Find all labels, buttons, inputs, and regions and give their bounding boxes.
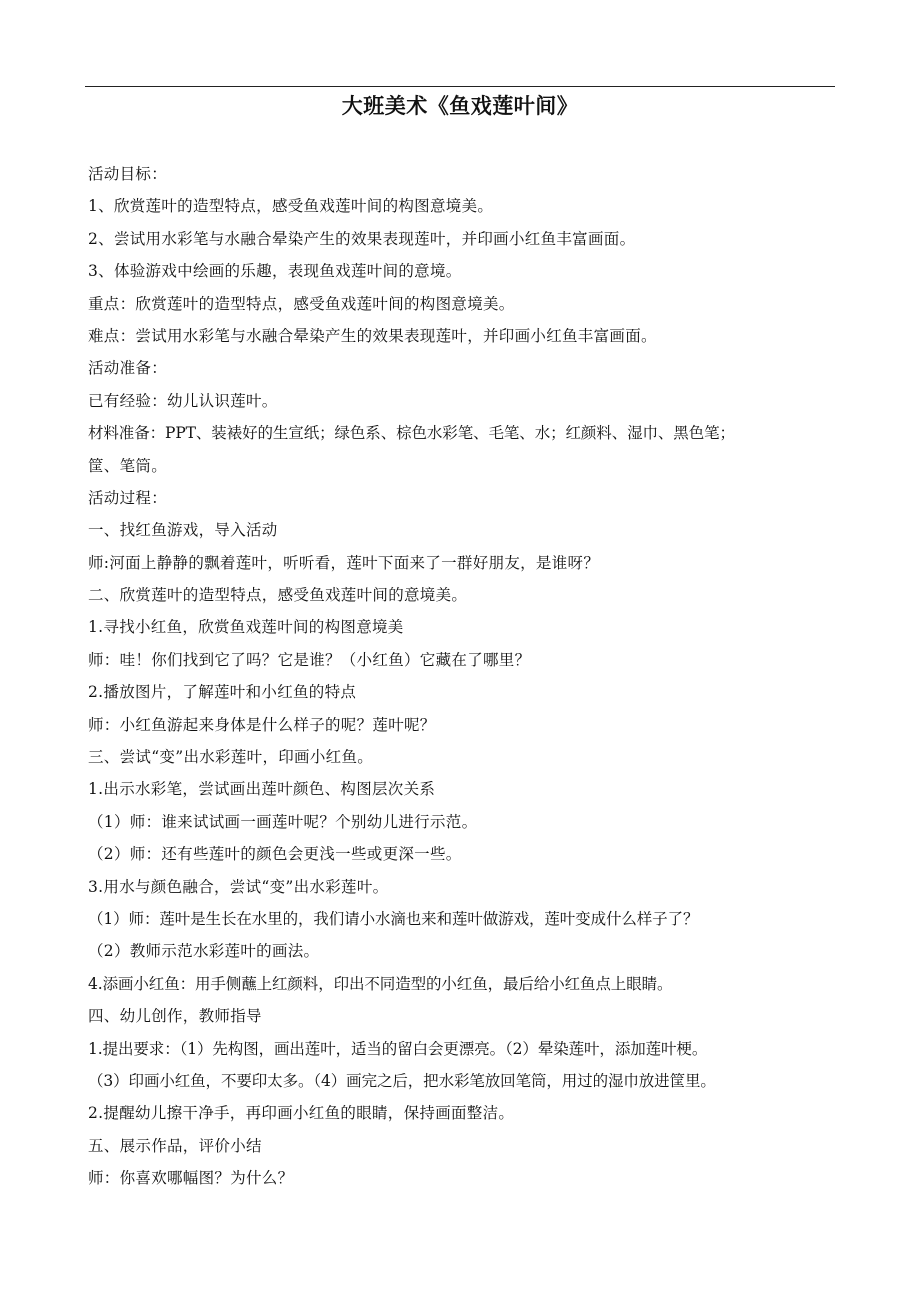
sub-step-item: （2）师：还有些莲叶的颜色会更浅一些或更深一些。 [88, 845, 462, 864]
teacher-line: 师：小红鱼游起来身体是什么样子的呢？莲叶呢？ [88, 715, 436, 734]
sub-step: 1.出示水彩笔，尝试画出莲叶颜色、构图层次关系 [88, 780, 436, 799]
sub-step: 2.提醒幼儿擦干净手，再印画小红鱼的眼睛，保持画面整洁。 [88, 1104, 515, 1123]
teacher-line: 师:河面上静静的飘着莲叶，听听看，莲叶下面来了一群好朋友，是谁呀？ [88, 553, 600, 572]
sub-step: 2.播放图片，了解莲叶和小红鱼的特点 [88, 683, 357, 702]
goal-item: 3、体验游戏中绘画的乐趣，表现鱼戏莲叶间的意境。 [88, 262, 462, 281]
sub-step-item: （1）师：谁来试试画一画莲叶呢？个别幼儿进行示范。 [88, 812, 478, 831]
document-title: 大班美术《鱼戏莲叶间》 [341, 94, 579, 118]
sub-step: 1.提出要求：（1）先构图，画出莲叶，适当的留白会更漂亮。（2）晕染莲叶，添加莲叶梗。 [88, 1039, 708, 1058]
step-heading: 五、展示作品，评价小结 [88, 1136, 262, 1155]
goal-item: 2、尝试用水彩笔与水融合晕染产生的效果表现莲叶，并印画小红鱼丰富画面。 [88, 229, 636, 248]
step-heading: 三、尝试“变”出水彩莲叶，印画小红鱼。 [88, 748, 374, 767]
step-heading: 一、找红鱼游戏，导入活动 [88, 521, 278, 540]
key-point: 重点：欣赏莲叶的造型特点，感受鱼戏莲叶间的构图意境美。 [88, 294, 515, 313]
step-heading: 二、欣赏莲叶的造型特点，感受鱼戏莲叶间的意境美。 [88, 586, 468, 605]
goal-item: 1、欣赏莲叶的造型特点，感受鱼戏莲叶间的构图意境美。 [88, 197, 494, 216]
document-body [88, 158, 840, 1195]
sub-step: 1.寻找小红鱼，欣赏鱼戏莲叶间的构图意境美 [88, 618, 404, 637]
experience-prep: 已有经验：幼儿认识莲叶。 [88, 391, 278, 410]
difficult-point: 难点：尝试用水彩笔与水融合晕染产生的效果表现莲叶，并印画小红鱼丰富画面。 [88, 326, 657, 345]
teacher-line: 师：你喜欢哪幅图？为什么？ [88, 1169, 294, 1188]
section-heading-process: 活动过程： [88, 488, 168, 507]
sub-step: 3.用水与颜色融合，尝试“变”出水彩莲叶。 [88, 877, 389, 896]
teacher-line: 师：哇！你们找到它了吗？它是谁？（小红鱼）它藏在了哪里？ [88, 650, 531, 669]
sub-step-item: （1）师：莲叶是生长在水里的，我们请小水滴也来和莲叶做游戏，莲叶变成什么样子了？ [88, 909, 699, 928]
sub-step: 4.添画小红鱼：用手侧蘸上红颜料，印出不同造型的小红鱼，最后给小红鱼点上眼睛。 [88, 974, 673, 993]
section-heading-goals: 活动目标： [88, 165, 168, 183]
sub-step-item: （2）教师示范水彩莲叶的画法。 [88, 942, 320, 961]
sub-step-continued: （3）印画小红鱼，不要印太多。（4）画完之后，把水彩笔放回笔筒，用过的湿巾放进筐里。 [88, 1071, 716, 1090]
materials-prep-continued: 筐、笔筒。 [88, 456, 168, 475]
step-heading: 四、幼儿创作，教师指导 [88, 1007, 262, 1026]
materials-prep: 材料准备：PPT、装裱好的生宣纸；绿色系、棕色水彩笔、毛笔、水；红颜料、湿巾、黑色笔； [88, 424, 735, 443]
section-heading-preparation: 活动准备： [88, 359, 168, 378]
header-rule [85, 86, 835, 87]
